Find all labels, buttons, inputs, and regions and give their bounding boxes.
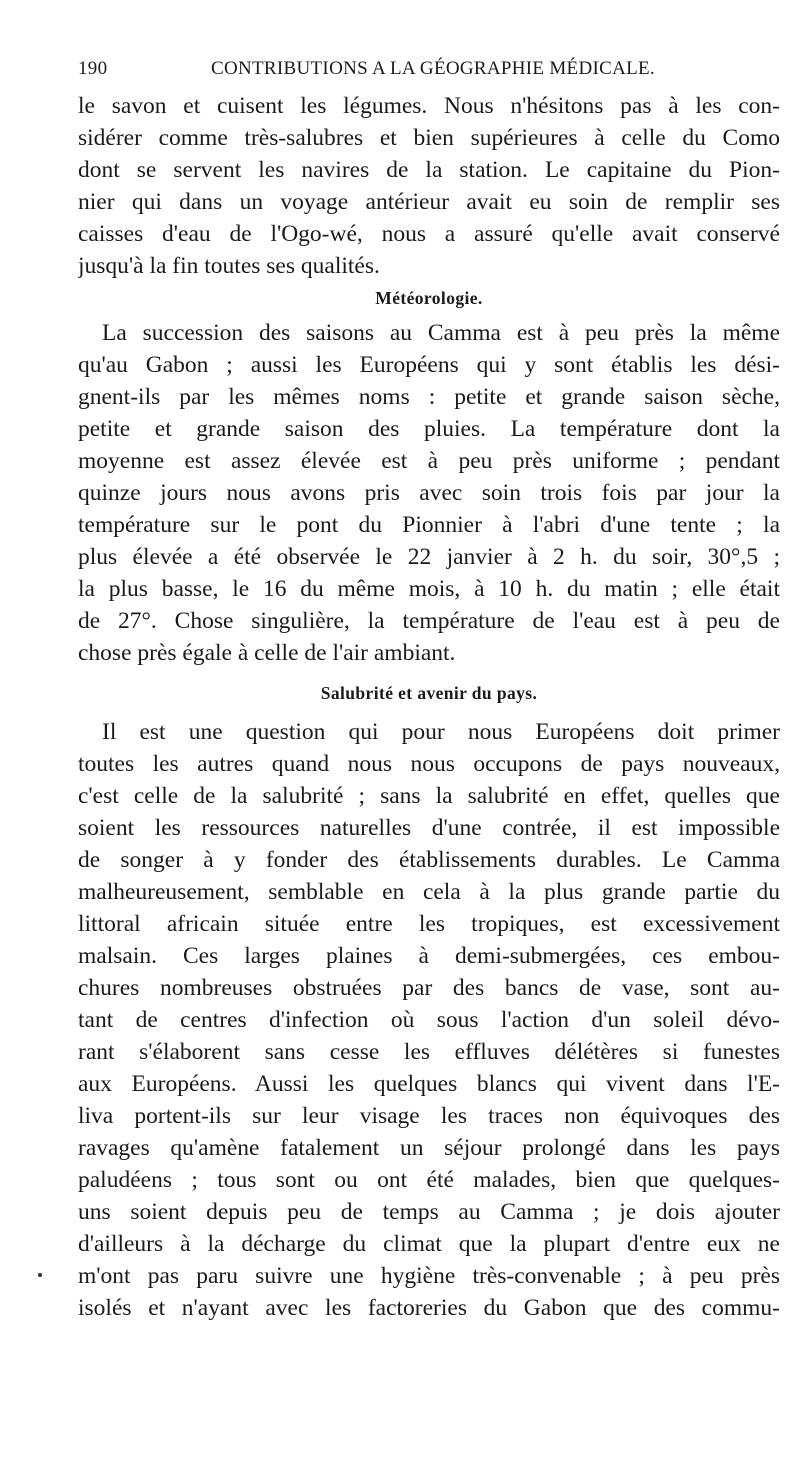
paragraph-meteorologie <box>78 317 780 669</box>
text-line: malheureusement, semblable en cela à la plus grande partie du <box>78 879 780 905</box>
text-line: température sur le pont du Pionnier à l'abri d'une tente ; la <box>78 512 780 538</box>
text-line: qu'au Gabon ; aussi les Européens qui y sont établis les dési- <box>78 352 780 378</box>
text-line: paludéens ; tous sont ou ont été malades, bien que quelques- <box>78 1167 780 1193</box>
text-line: jusqu'à la fin toutes ses qualités. <box>78 253 380 279</box>
text-line: La succession des saisons au Camma est à peu près la même <box>102 320 780 346</box>
text-line: plus élevée a été observée le 22 janvier à 2 h. du soir, 30°,5 ; <box>78 544 780 570</box>
text-line: de 27°. Chose singulière, la température de l'eau est à peu de <box>78 608 780 634</box>
running-head <box>78 58 780 80</box>
text-line: rant s'élaborent sans cesse les effluves délétères si funestes <box>78 1039 780 1065</box>
text-line: dont se servent les navires de la station. Le capitaine du Pion- <box>78 157 780 183</box>
text-line: le savon et cuisent les légumes. Nous n'hésitons pas à les con- <box>78 93 780 119</box>
text-line: ravages qu'amène fatalement un séjour prolongé dans les pays <box>78 1135 780 1161</box>
running-title: CONTRIBUTIONS A LA GÉOGRAPHIE MÉDICALE. <box>211 58 655 79</box>
text-line: sidérer comme très-salubres et bien supérieures à celle du Como <box>78 125 780 151</box>
paragraph-water <box>78 90 780 282</box>
text-line: isolés et n'ayant avec les factoreries du Gabon que des commu- <box>78 1295 780 1321</box>
text-line: d'ailleurs à la décharge du climat que la plupart d'entre eux ne <box>78 1231 780 1257</box>
text-line: chose près égale à celle de l'air ambiant. <box>78 640 456 666</box>
text-line: c'est celle de la salubrité ; sans la salubrité en effet, quelles que <box>78 783 780 809</box>
text-line: soient les ressources naturelles d'une contrée, il est impossible <box>78 815 780 841</box>
text-line: gnent-ils par les mêmes noms : petite et grande saison sèche, <box>78 384 780 410</box>
text-line: uns soient depuis peu de temps au Camma ; je dois ajouter <box>78 1199 780 1225</box>
text-line: quinze jours nous avons pris avec soin trois fois par jour la <box>78 480 780 506</box>
text-line: la plus basse, le 16 du même mois, à 10 h. du matin ; elle était <box>78 576 780 602</box>
text-line: tant de centres d'infection où sous l'action d'un soleil dévo- <box>78 1007 780 1033</box>
text-line: littoral africain située entre les tropiques, est excessivement <box>78 911 780 937</box>
paragraph-salubrite <box>78 716 780 1324</box>
book-page <box>78 58 780 1324</box>
text-line: de songer à y fonder des établissements durables. Le Camma <box>78 847 780 873</box>
section-heading-meteorologie: Météorologie. <box>375 288 483 308</box>
margin-mark <box>38 1273 42 1277</box>
page-number: 190 <box>78 58 108 79</box>
text-line: aux Européens. Aussi les quelques blancs qui vivent dans l'E- <box>78 1071 780 1097</box>
text-line: petite et grande saison des pluies. La température dont la <box>78 416 780 442</box>
text-line: liva portent-ils sur leur visage les traces non équivoques des <box>78 1103 780 1129</box>
text-line: nier qui dans un voyage antérieur avait eu soin de remplir ses <box>78 189 780 215</box>
text-line: toutes les autres quand nous nous occupons de pays nouveaux, <box>78 751 780 777</box>
text-line: malsain. Ces larges plaines à demi-submergées, ces embou- <box>78 943 780 969</box>
text-line: Il est une question qui pour nous Européens doit primer <box>102 719 780 745</box>
text-line: m'ont pas paru suivre une hygiène très-convenable ; à peu près <box>78 1263 780 1289</box>
text-line: caisses d'eau de l'Ogo-wé, nous a assuré qu'elle avait conservé <box>78 221 780 247</box>
text-line: moyenne est assez élevée est à peu près uniforme ; pendant <box>78 448 780 474</box>
text-line: chures nombreuses obstruées par des bancs de vase, sont au- <box>78 975 780 1001</box>
section-heading-salubrite: Salubrité et avenir du pays. <box>320 683 538 703</box>
